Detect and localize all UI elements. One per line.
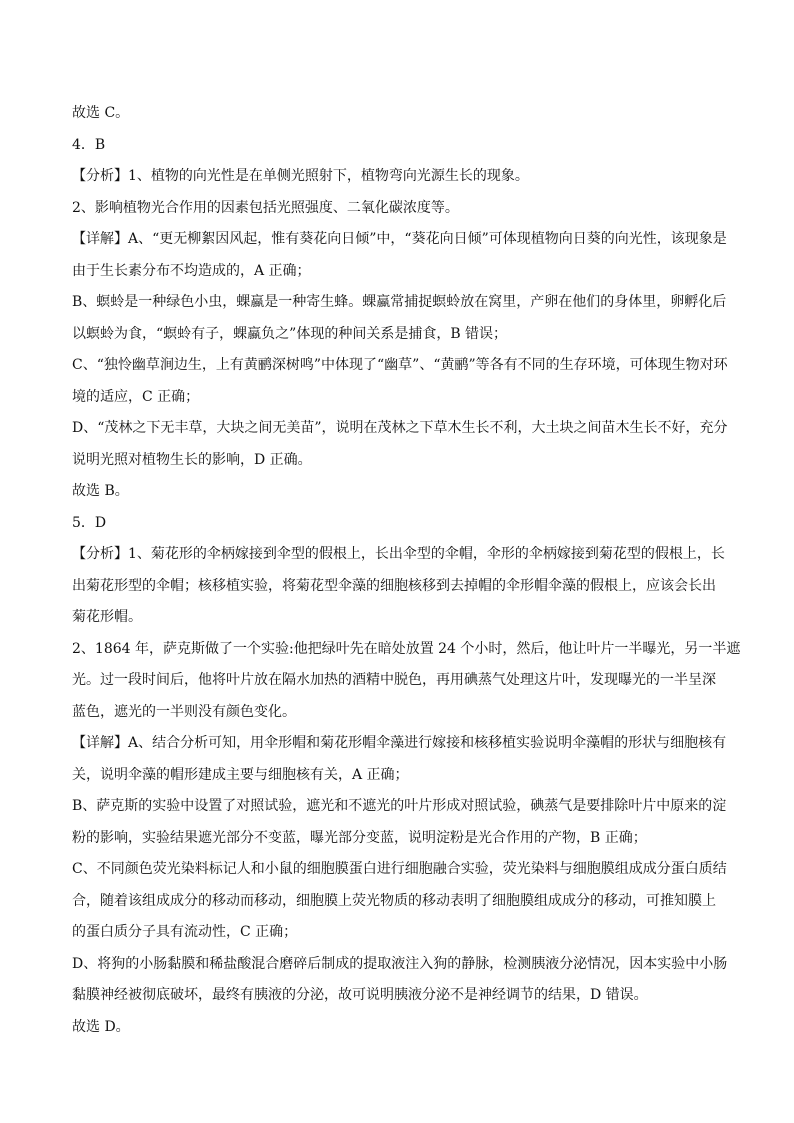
text-line: 2、1864 年，萨克斯做了一个实验:他把绿叶先在暗处放置 24 个小时，然后，他让叶片一半曝光，另一半遮 [72,640,741,657]
text-line: 说明光照对植物生长的影响，D 正确。 [72,451,312,468]
text-line: B、萨克斯的实验中设置了对照试验，遮光和不遮光的叶片形成对照试验，碘蒸气是要排除叶片中原来的淀 [72,798,727,814]
text-line: 黏膜神经被彻底破坏，最终有胰液的分泌，故可说明胰液分泌不是神经调节的结果，D 错误。 [72,987,648,1003]
explanation-line: 【详解】A、结合分析可知，用伞形帽和菊花形帽伞藻进行嫁接和核移植实验说明伞藻帽的形状与细胞核有 [72,735,727,751]
text-line: 光。过一段时间后，他将叶片放在隔水加热的酒精中脱色，再用碘蒸气处理这片叶，发现曝光的一半呈深 [72,672,716,688]
text-line: 故选 D。 [72,1018,130,1035]
analysis-line: 【分析】1、菊花形的伞柄嫁接到伞型的假根上，长出伞型的伞帽，伞形的伞柄嫁接到菊花型的假根上，长 [72,546,725,562]
text-line: 粉的影响，实验结果遮光部分不变蓝，曝光部分变蓝，说明淀粉是光合作用的产物，B 正确； [72,829,647,846]
text-line: 2、影响植物光合作用的因素包括光照强度、二氧化碳浓度等。 [72,199,459,216]
text-line: C、“独怜幽草涧边生，上有黄鹂深树鸣”中体现了“幽草”、“黄鹂”等各有不同的生存环境，可体现生物对环 [72,357,728,373]
text-line: 境的适应，C 正确； [72,388,200,405]
document-page [72,98,741,1043]
text-line: 故选 B。 [72,483,129,499]
text-line: 菊花形帽。 [72,609,142,625]
text-line: 故选 C。 [72,105,130,121]
text-line: 蓝色，遮光的一半则没有颜色变化。 [72,703,296,720]
text-line: 由于生长素分布不均造成的，A 正确； [72,262,311,279]
text-line: 关，说明伞藻的帽形建成主要与细胞核有关，A 正确； [72,766,409,783]
text-line: 以螟蛉为食，“螟蛉有子，蜾蠃负之”体现的种间关系是捕食，B 错误； [72,325,508,342]
text-line: 出菊花形型的伞帽；核移植实验，将菊花型伞藻的细胞核移到去掉帽的伞形帽伞藻的假根上，应该会长出 [72,577,716,594]
text-line: 的蛋白质分子具有流动性，C 正确； [72,924,298,940]
question-number: 5．D [72,514,107,531]
text-line: D、将狗的小肠黏膜和稀盐酸混合磨碎后制成的提取液注入狗的静脉，检测胰液分泌情况，因本实验中小肠 [72,955,728,972]
text-line: D、“茂林之下无丰草，大块之间无美苗”，说明在茂林之下草木生长不利，大土块之间苗木生长不好，充分 [72,420,728,436]
text-line: C、不同颜色荧光染料标记人和小鼠的细胞膜蛋白进行细胞融合实验，荧光染料与细胞膜组成成分蛋白质结 [72,861,727,877]
text-line: B、螟蛉是一种绿色小虫，蜾蠃是一种寄生蜂。蜾蠃常捕捉螟蛉放在窝里，产卵在他们的身体里，卵孵化后 [72,294,727,310]
analysis-line: 【分析】1、植物的向光性是在单侧光照射下，植物弯向光源生长的现象。 [72,168,529,184]
text-line: 合，随着该组成成分的移动而移动，细胞膜上荧光物质的移动表明了细胞膜组成成分的移动，可推知膜上 [72,892,716,909]
explanation-line: 【详解】A、“更无柳絮因风起，惟有葵花向日倾”中，“葵花向日倾”可体现植物向日葵的向光性，该现象是 [72,231,727,247]
question-number: 4．B [72,136,106,153]
